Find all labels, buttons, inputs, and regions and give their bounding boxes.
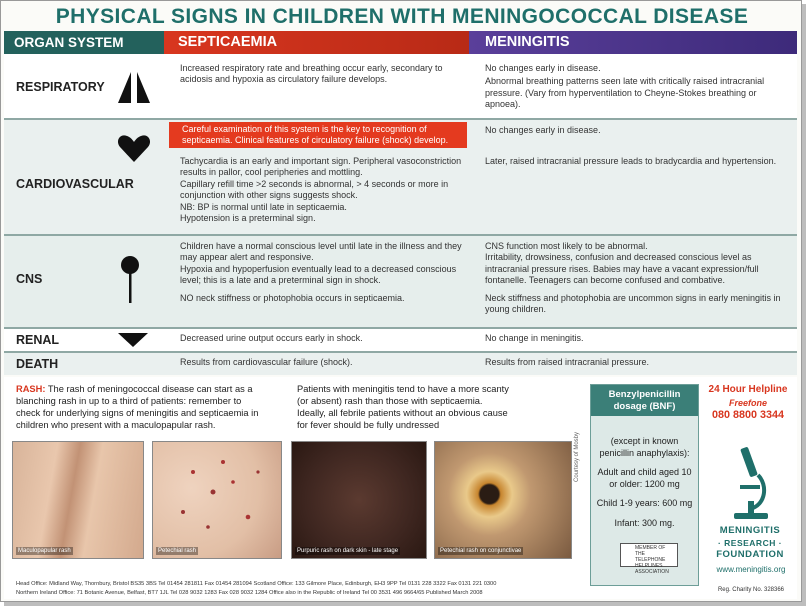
heart-icon [117,133,151,163]
photo-petechial-rash [152,441,282,559]
cns-sept-text-3: NO neck stiffness or photophobia occurs in septicaemia. [180,292,405,303]
website-link[interactable]: www.meningitis.org [716,565,786,574]
renal-septicaemia: Decreased urine output occurs early in shock. [180,333,363,343]
helplines-association-logo: MEMBER OF THE TELEPHONE HELPLINES ASSOCIATION [620,543,678,567]
photo-caption: Petechial rash [158,548,197,554]
death-septicaemia: Results from cardiovascular failure (shock). [180,357,353,367]
meningitis-rash-note: Patients with meningitis tend to have a more scanty (or absent) rash than those with septicaemia. Ideally, all febrile patients without an obvious cause for fever should be fully undressed [297,384,509,430]
cardio-key-note: Careful examination of this system is the key to recognition of septicaemia. Clinical features of circulatory failure (shock) develop. [169,122,467,148]
cns-sept-text-1: Children have a normal conscious level until late in the illness and they may appear alert and responsive. [180,241,462,263]
foundation-line-2: · RESEARCH · [717,538,783,548]
helpline-label: 24 Hour Helpline [708,384,788,395]
photo-caption: Maculopapular rash [18,548,71,554]
cns-men-text-2: Irritability, drowsiness, confusion and decreased conscious level as intracranial pressure rises. Babies may have a vacant expression/full fontanelle. Teenagers can become confused and combative. [485,252,759,286]
cardio-sept-text-2: Capillary refill time >2 seconds is abnormal, > 4 seconds or more in conjunction with other signs suggests shock. [180,178,449,201]
organ-cns: CNS [16,272,43,286]
dosage-line-1: (except in known penicillin anaphylaxis): [599,436,690,458]
cns-men-text-1: CNS function most likely to be abnormal. [485,241,648,251]
page-title: PHYSICAL SIGNS IN CHILDREN WITH MENINGOCOCCAL DISEASE [55,5,749,28]
cns-septicaemia [180,241,466,310]
dosage-line-4: Infant: 300 mg. [614,517,675,528]
helpline-freefone: Freefone [728,397,767,408]
photo-credit: Courtesy of Mosby [574,431,580,482]
organ-cardiovascular: CARDIOVASCULAR [16,177,134,191]
cardio-men-text-1: No changes early in disease. [485,125,601,135]
cardio-men-text-2: Later, raised intracranial pressure leads to bradycardia and hypertension. [485,156,777,167]
respiratory-meningitis [485,63,790,117]
photo-conjunctivae-rash [434,441,572,559]
cardio-sept-text-4: Hypotension is a preterminal sign. [180,213,316,224]
photo-purpuric-rash [291,441,427,559]
cardio-meningitis [485,125,790,174]
rash-spots [153,442,281,558]
charity-number: Reg. Charity No. 328366 [717,587,785,593]
organ-death: DEATH [16,357,59,371]
renal-meningitis: No change in meningitis. [485,333,584,343]
header-septicaemia: SEPTICAEMIA [164,31,469,54]
footer-line-2: Northern Ireland Office: 71 Botanic Avenue, Belfast, BT7 1JL Tel 028 9032 1283 Fax 028 9032 1284 Office also in the Republic of Ireland Tel 00 3531 496 9664/65 Published March 2008 [16,589,483,596]
photo-caption: Purpuric rash on dark skin - late stage [297,548,399,554]
header-meningitis: MENINGITIS [469,31,797,54]
respiratory-septicaemia [180,63,466,92]
foundation-line-1: MENINGITIS [719,525,781,536]
organ-renal: RENAL [16,333,60,347]
dosage-title: Benzylpenicillin dosage (BNF) [591,385,698,416]
dosage-line-2: Adult and child aged 10 or older: 1200 mg [597,467,692,489]
dosage-line-3: Child 1-9 years: 600 mg [596,498,693,508]
cardio-sept-text-3: NB: BP is normal until late in septicaemia. [180,201,347,212]
photo-caption: Petechial rash on conjunctivae [440,548,522,554]
rash-note [16,383,266,431]
microscope-icon [728,445,772,523]
helpline-number[interactable]: 080 8800 3344 [711,409,785,421]
helpline-box [702,384,794,422]
organ-respiratory: RESPIRATORY [16,80,105,94]
respiratory-sept-text: Increased respiratory rate and breathing occur early, secondary to acidosis and hypoxia as circulatory failure develops. [180,63,443,85]
dosage-body [591,416,698,543]
footer-line-1: Head Office: Midland Way, Thornbury, Bristol BS35 3BS Tel 01454 281811 Fax 01454 281094 Scotland Office: 133 Gilmore Place, Edinburgh, EH3 9PP Tel 0131 228 3322 Fax 0131 221 0300 [16,581,497,587]
nerve-icon [119,255,141,303]
respiratory-men-text-2: Abnormal breathing patterns seen late with critically raised intracranial pressure. (Vary from hyperventilation to Cheyne-Stokes breathing or apnoea). [485,76,765,110]
footer-addresses [16,580,576,597]
rash-label: RASH: [16,384,46,394]
respiratory-men-text-1: No changes early in disease. [485,63,601,73]
lungs-icon [116,69,152,105]
photo-maculopapular-rash [12,441,144,559]
cns-meningitis [485,241,790,321]
header-organ-system: ORGAN SYSTEM [4,31,164,54]
bottom-section [4,377,797,599]
cardio-sept-text-1: Tachycardia is an early and important sign. Peripheral vasoconstriction results in pallor, cool peripheries and mottling. [180,156,462,178]
foundation-name [704,525,796,561]
foundation-line-3: FOUNDATION [716,549,784,560]
cns-men-text-3: Neck stiffness and photophobia are uncommon signs in early meningitis in young children. [485,292,781,315]
cns-sept-text-2: Hypoxia and hypoperfusion eventually lead to a decreased conscious level; this is a late and a preterminal sign in shock. [180,263,457,286]
cardio-septicaemia [180,156,466,230]
down-arrow-icon [118,333,148,347]
rash-text: The rash of meningococcal disease can start as a blanching rash in up to a third of patients: remember to check for underlying signs of meningitis and septicaemia in children who present with a maculopapular rash. [16,384,259,430]
death-meningitis: Results from raised intracranial pressure. [485,357,650,367]
